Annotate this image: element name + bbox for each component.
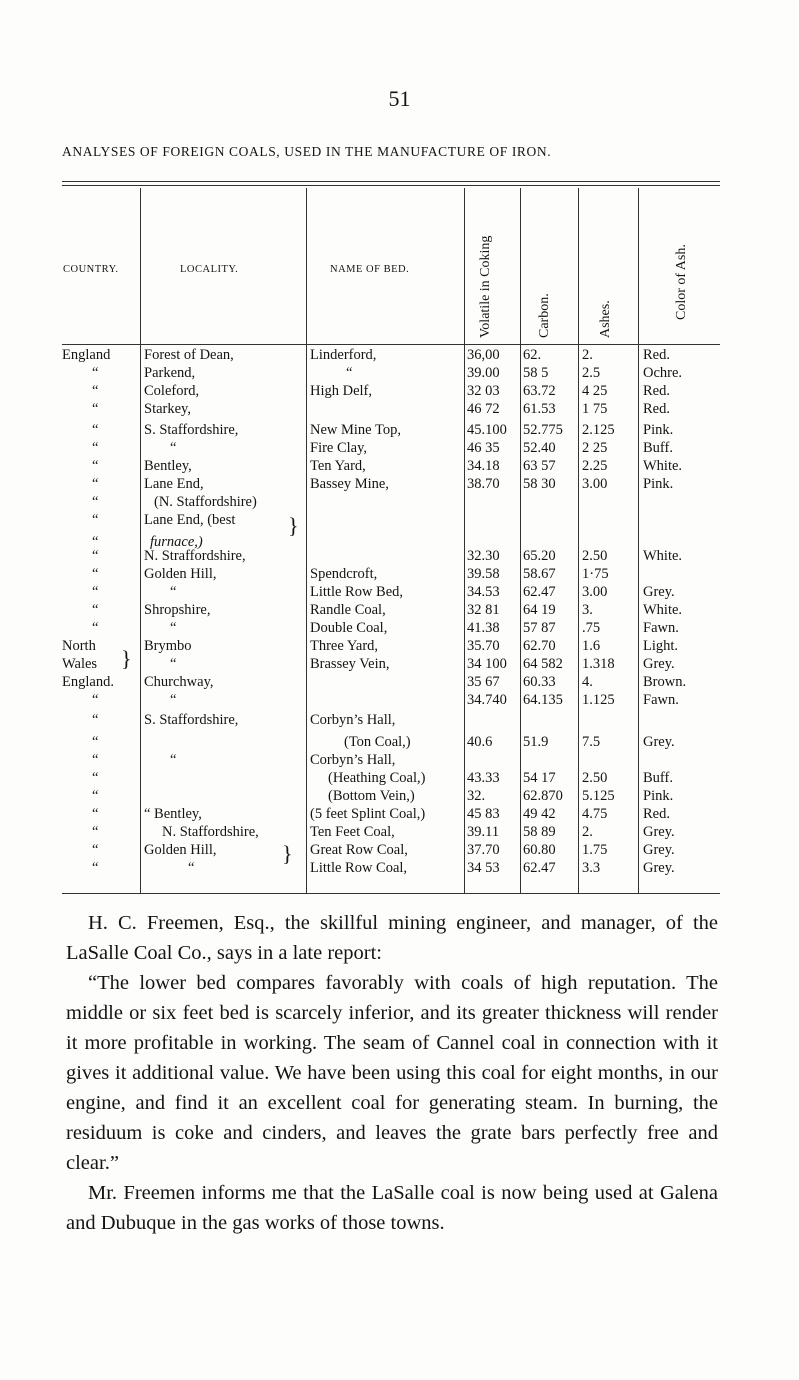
column-divider	[638, 188, 639, 893]
cell-ashes: 1 75	[582, 401, 608, 417]
cell-country: England	[62, 347, 111, 363]
page-number: 51	[388, 86, 411, 111]
cell-volatile: 43.33	[467, 770, 500, 786]
body-text	[66, 908, 718, 1238]
cell-color: White.	[643, 458, 683, 474]
cell-bed: Three Yard,	[310, 638, 379, 654]
cell-carbon: 49 42	[523, 806, 556, 822]
cell-color: Pink.	[643, 788, 674, 804]
table-top-rule-2	[62, 185, 720, 186]
cell-carbon: 58 5	[523, 365, 549, 381]
cell-color: Grey.	[643, 824, 675, 840]
cell-ashes: 2.5	[582, 365, 601, 381]
cell-country: “	[92, 365, 99, 381]
column-divider	[306, 188, 307, 893]
cell-ashes: .75	[582, 620, 601, 636]
column-divider	[520, 188, 521, 893]
cell-country: “	[92, 824, 99, 840]
header-color: Color of Ash.	[674, 244, 689, 320]
cell-bed: Spendcroft,	[310, 566, 378, 582]
cell-carbon: 64.135	[523, 692, 563, 708]
cell-bed: (Bottom Vein,)	[328, 788, 415, 804]
cell-color: Red.	[643, 806, 670, 822]
cell-locality: S. Staffordshire,	[144, 422, 239, 438]
cell-color: Grey.	[643, 584, 675, 600]
cell-locality: furnace,)	[150, 534, 203, 550]
cell-ashes: 1.318	[582, 656, 615, 672]
cell-carbon: 63.72	[523, 383, 556, 399]
cell-locality: “	[170, 752, 177, 768]
cell-country: “	[92, 752, 99, 768]
cell-country: “	[92, 584, 99, 600]
cell-ashes: 4.	[582, 674, 593, 690]
cell-country: “	[92, 383, 99, 399]
cell-country: “	[92, 440, 99, 456]
cell-color: Grey.	[643, 734, 675, 750]
cell-ashes: 2 25	[582, 440, 608, 456]
cell-carbon: 62.47	[523, 860, 556, 876]
cell-locality: Forest of Dean,	[144, 347, 234, 363]
cell-ashes: 7.5	[582, 734, 601, 750]
cell-locality: S. Staffordshire,	[144, 712, 239, 728]
cell-country: England.	[62, 674, 114, 690]
cell-carbon: 64 19	[523, 602, 556, 618]
cell-volatile: 45 83	[467, 806, 500, 822]
cell-locality: Starkey,	[144, 401, 191, 417]
cell-color: Ochre.	[643, 365, 683, 381]
header-volatile: Volatile in Coking	[478, 235, 493, 338]
cell-carbon: 51.9	[523, 734, 549, 750]
column-divider	[578, 188, 579, 893]
header-locality: LOCALITY.	[180, 264, 239, 275]
header-ashes: Ashes.	[598, 300, 613, 338]
cell-carbon: 58 30	[523, 476, 556, 492]
cell-country: Wales	[62, 656, 98, 672]
cell-locality: “ Bentley,	[144, 806, 202, 822]
cell-locality: (N. Staffordshire)	[154, 494, 257, 510]
cell-ashes: 1.6	[582, 638, 601, 654]
cell-country: “	[92, 548, 99, 564]
cell-carbon: 62.47	[523, 584, 556, 600]
cell-bed: (Heathing Coal,)	[328, 770, 426, 786]
cell-color: Red.	[643, 401, 670, 417]
cell-volatile: 37.70	[467, 842, 500, 858]
cell-volatile: 38.70	[467, 476, 500, 492]
cell-locality: Shropshire,	[144, 602, 211, 618]
cell-carbon: 65.20	[523, 548, 556, 564]
cell-color: Red.	[643, 347, 670, 363]
cell-locality: Churchway,	[144, 674, 214, 690]
cell-color: Buff.	[643, 440, 673, 456]
cell-color: Buff.	[643, 770, 673, 786]
cell-volatile: 34.53	[467, 584, 500, 600]
cell-volatile: 35 67	[467, 674, 500, 690]
cell-ashes: 4 25	[582, 383, 608, 399]
cell-color: Pink.	[643, 476, 674, 492]
table-top-rule	[62, 181, 720, 182]
cell-volatile: 40.6	[467, 734, 493, 750]
cell-carbon: 57 87	[523, 620, 556, 636]
cell-locality: Golden Hill,	[144, 566, 217, 582]
paragraph: H. C. Freemen, Esq., the skillful mining engineer, and manager, of the LaSalle Coal Co., says in a late report:	[66, 912, 718, 964]
cell-country: “	[92, 401, 99, 417]
cell-color: Grey.	[643, 656, 675, 672]
cell-carbon: 60.80	[523, 842, 556, 858]
cell-ashes: 1.75	[582, 842, 608, 858]
cell-volatile: 41.38	[467, 620, 500, 636]
cell-locality: Lane End, (best	[144, 512, 236, 528]
cell-carbon: 63 57	[523, 458, 556, 474]
cell-bed: (Ton Coal,)	[344, 734, 411, 750]
cell-ashes: 3.00	[582, 476, 608, 492]
cell-country: “	[92, 566, 99, 582]
cell-country: “	[92, 860, 99, 876]
cell-locality: Coleford,	[144, 383, 200, 399]
cell-carbon: 58.67	[523, 566, 556, 582]
cell-carbon: 52.775	[523, 422, 563, 438]
cell-bed: Great Row Coal,	[310, 842, 408, 858]
cell-bed: Ten Yard,	[310, 458, 366, 474]
cell-country: “	[92, 842, 99, 858]
cell-locality: “	[170, 440, 177, 456]
cell-country: “	[92, 788, 99, 804]
cell-carbon: 54 17	[523, 770, 556, 786]
cell-bed: New Mine Top,	[310, 422, 401, 438]
cell-volatile: 35.70	[467, 638, 500, 654]
header-bottom-rule	[62, 344, 720, 345]
cell-ashes: 3.3	[582, 860, 601, 876]
table-bottom-rule	[62, 893, 720, 894]
cell-locality: Brymbo	[144, 638, 192, 654]
paragraph: Mr. Freemen informs me that the LaSalle coal is now being used at Galena and Dubuque in the gas works of those towns.	[66, 1182, 718, 1234]
cell-locality: Parkend,	[144, 365, 196, 381]
cell-country: “	[92, 534, 99, 550]
cell-ashes: 3.	[582, 602, 593, 618]
cell-bed: Bassey Mine,	[310, 476, 389, 492]
cell-country: “	[92, 712, 99, 728]
column-divider	[140, 188, 141, 893]
cell-ashes: 2.50	[582, 548, 608, 564]
cell-volatile: 32.	[467, 788, 486, 804]
cell-ashes: 1·75	[582, 566, 609, 582]
cell-locality: Lane End,	[144, 476, 204, 492]
table-title: ANALYSES OF FOREIGN COALS, USED IN THE MANUFACTURE OF IRON.	[62, 144, 552, 159]
cell-volatile: 32.30	[467, 548, 500, 564]
cell-country: “	[92, 458, 99, 474]
cell-country: “	[92, 494, 99, 510]
cell-bed: Corbyn’s Hall,	[310, 712, 396, 728]
cell-color: White.	[643, 548, 683, 564]
cell-bed: Linderford,	[310, 347, 377, 363]
header-carbon: Carbon.	[537, 293, 552, 338]
cell-bed: High Delf,	[310, 383, 373, 399]
cell-volatile: 36,00	[467, 347, 500, 363]
cell-volatile: 46 35	[467, 440, 500, 456]
cell-carbon: 64 582	[523, 656, 563, 672]
cell-locality: Golden Hill,	[144, 842, 217, 858]
cell-volatile: 39.58	[467, 566, 500, 582]
cell-country: “	[92, 620, 99, 636]
brace-golden-hill: }	[282, 841, 293, 866]
cell-country: “	[92, 422, 99, 438]
cell-carbon: 61.53	[523, 401, 556, 417]
cell-color: Fawn.	[643, 692, 679, 708]
cell-volatile: 32 03	[467, 383, 500, 399]
cell-locality: “	[170, 584, 177, 600]
cell-country: “	[92, 734, 99, 750]
cell-carbon: 58 89	[523, 824, 556, 840]
cell-ashes: 2.125	[582, 422, 615, 438]
cell-volatile: 34.18	[467, 458, 500, 474]
cell-color: Pink.	[643, 422, 674, 438]
cell-carbon: 62.870	[523, 788, 563, 804]
cell-country: “	[92, 692, 99, 708]
cell-color: Fawn.	[643, 620, 679, 636]
cell-country: “	[92, 512, 99, 528]
cell-volatile: 39.11	[467, 824, 500, 840]
cell-ashes: 2.25	[582, 458, 608, 474]
column-divider	[464, 188, 465, 893]
brace-north-wales: }	[121, 646, 132, 671]
cell-bed: Fire Clay,	[310, 440, 368, 456]
cell-country: “	[92, 806, 99, 822]
cell-locality: “	[188, 860, 195, 876]
cell-bed: Little Row Bed,	[310, 584, 404, 600]
cell-color: Grey.	[643, 842, 675, 858]
paragraph: “The lower bed compares favorably with coals of high reputation. The middle or six feet bed is scarcely inferior, and its greater thickness will render it more profitable in working. The seam of Cannel coal in connection with it gives it additional value. We have been using this coal for eight months, in our engine, and find it an excellent coal for generating steam. In burning, the residuum is coke and cinders, and leaves the grate bars perfectly free and clear.”	[66, 972, 718, 1174]
cell-color: Grey.	[643, 860, 675, 876]
cell-ashes: 2.	[582, 347, 593, 363]
cell-country: “	[92, 476, 99, 492]
cell-carbon: 62.70	[523, 638, 556, 654]
cell-locality: “	[170, 656, 177, 672]
cell-locality: N. Straffordshire,	[144, 548, 246, 564]
cell-ashes: 1.125	[582, 692, 615, 708]
cell-bed: Double Coal,	[310, 620, 388, 636]
cell-ashes: 2.	[582, 824, 593, 840]
cell-bed: Little Row Coal,	[310, 860, 408, 876]
cell-carbon: 62.	[523, 347, 542, 363]
cell-bed: Ten Feet Coal,	[310, 824, 395, 840]
cell-ashes: 3.00	[582, 584, 608, 600]
cell-carbon: 60.33	[523, 674, 556, 690]
cell-volatile: 39.00	[467, 365, 500, 381]
cell-country: “	[92, 602, 99, 618]
cell-carbon: 52.40	[523, 440, 556, 456]
header-country: COUNTRY.	[63, 264, 119, 275]
brace-staffordshire: }	[288, 513, 299, 538]
cell-locality: N. Staffordshire,	[162, 824, 259, 840]
cell-color: White.	[643, 602, 683, 618]
cell-volatile: 34 100	[467, 656, 507, 672]
cell-volatile: 45.100	[467, 422, 507, 438]
cell-bed: (5 feet Splint Coal,)	[310, 806, 426, 822]
cell-bed: Corbyn’s Hall,	[310, 752, 396, 768]
cell-color: Brown.	[643, 674, 687, 690]
header-bed: NAME OF BED.	[330, 264, 410, 275]
cell-ashes: 2.50	[582, 770, 608, 786]
cell-volatile: 34 53	[467, 860, 500, 876]
cell-country: North	[62, 638, 96, 654]
cell-volatile: 34.740	[467, 692, 507, 708]
cell-ashes: 4.75	[582, 806, 608, 822]
cell-locality: “	[170, 620, 177, 636]
cell-volatile: 46 72	[467, 401, 500, 417]
cell-bed: Brassey Vein,	[310, 656, 390, 672]
cell-color: Red.	[643, 383, 670, 399]
cell-locality: Bentley,	[144, 458, 192, 474]
cell-locality: “	[170, 692, 177, 708]
cell-ashes: 5.125	[582, 788, 615, 804]
cell-volatile: 32 81	[467, 602, 500, 618]
cell-color: Light.	[643, 638, 679, 654]
cell-bed: Randle Coal,	[310, 602, 386, 618]
cell-country: “	[92, 770, 99, 786]
cell-bed: “	[346, 365, 353, 381]
